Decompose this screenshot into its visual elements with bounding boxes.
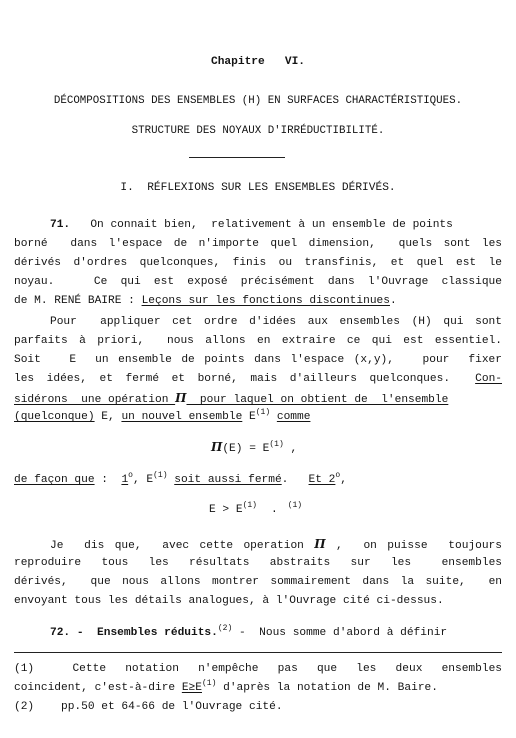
text: , [283,443,298,455]
underlined-text: pour laquel on obtient de l'ensemble [186,394,449,406]
underlined-text: un nouvel ensemble [121,411,243,423]
paragraph-number-72: 72. - [50,627,84,639]
text: E, [94,411,122,423]
paragraph-2-line-1: Pour appliquer cet ordre d'idées aux ensembles (H) qui sont [50,316,502,328]
text: Je dis que, avec cette operation [50,540,315,552]
text [270,411,277,423]
paragraph-3-line-4: envoyant tous les détails analogues, à l'Ouvrage cité ci-dessus. [14,595,444,607]
text: d'après la notation de M. Baire. [216,682,438,694]
footnote-1-line-1: (1) Cette notation n'empêche pas que les deux ensembles [14,663,502,675]
paragraph-2-line-4 [14,372,502,386]
paragraph-71-line-1 [50,218,453,232]
footnote-ref-1: (1) [287,501,303,510]
text: . [281,474,309,486]
paragraph-2-line-2: parfaits à priori, nous allons en extraire ce qui est essentiel. [14,335,502,347]
chapter-heading: Chapitre VI. [211,56,305,68]
operation-symbol: Π [314,537,326,551]
underlined-text: (quelconque) [14,411,95,423]
paragraph-71-line-4: noyau. Ce qui est exposé précisément dans l'Ouvrage classique [14,276,502,288]
text: E [242,411,256,423]
superscript: (1) [269,440,284,449]
title-separator [189,157,285,158]
superscript: o [128,471,133,480]
underlined-text: 1 [121,474,129,486]
superscript: (1) [242,501,257,510]
underlined-text: Con- [475,373,502,385]
section-heading: I. RÉFLEXIONS SUR LES ENSEMBLES DÉRIVÉS. [120,182,396,194]
paragraph-2-line-5 [14,391,448,407]
underlined-text: comme [276,411,311,423]
underlined-text: Et 2 [308,474,336,486]
paragraph-72-line-1 [50,626,447,640]
text: E > E [209,504,243,516]
text: coincident, c'est-à-dire [14,682,182,694]
superscript: (1) [202,679,217,688]
underlined-text: de façon que [14,474,95,486]
paragraph-number-71: 71. [50,219,71,231]
paragraph-3-line-1 [50,537,502,553]
text: de M. RENÉ BAIRE : [14,295,142,307]
formula-operation [211,440,297,456]
paragraph-3-line-3: dérivés, que nous allons montrer sommairement dans la suite, en [14,576,502,588]
footnote-separator [14,652,502,653]
paragraph-71-line-2: borné dans l'espace de n'importe quel dimension, quels sont les [14,238,502,250]
text: - Nous somme d'abord à définir [232,627,448,639]
book-title-underlined: Leçons sur les fonctions discontinues [141,295,390,307]
paragraph-3-line-2: reproduire tous les résultats abstraits sur les ensembles [14,557,502,569]
text: On connait bien, relativement à un ensemble de points [90,219,453,231]
underlined-text: soit aussi fermé [174,474,282,486]
paragraph-2-line-6 [14,410,310,424]
text: . [270,504,278,516]
conditions-line [14,473,347,487]
text: (E) = E [222,443,270,455]
underlined-text: E≥E [181,682,202,694]
title-line-1: DÉCOMPOSITIONS DES ENSEMBLES (H) EN SURFACES CHARACTÉRISTIQUES. [53,95,463,107]
inequality-formula [209,503,302,517]
footnote-ref-2: (2) [217,624,233,633]
underlined-text: sidérons une opération [14,394,176,406]
title-line-2: STRUCTURE DES NOYAUX D'IRRÉDUCTIBILITÉ. [131,125,385,137]
footnote-2: (2) pp.50 et 64-66 de l'Ouvrage cité. [14,701,283,713]
operation-symbol: Π [175,391,187,405]
paragraph-2-line-3: Soit E un ensemble de points dans l'espace (x,y), pour fixer [14,354,502,366]
text: les idées, et fermé et borné, mais d'ailleurs quelconques. [14,373,476,385]
operation-symbol: Π [211,440,223,454]
text: , E [132,474,154,486]
text: , [340,474,347,486]
text: , on puisse toujours [325,540,502,552]
paragraph-71-line-3: dérivés d'ordres quelconques, finis ou transfinis, et quel est le [14,257,502,269]
footnote-1-line-2 [14,681,438,695]
section-title-ensembles-reduits: Ensembles réduits. [97,627,218,639]
superscript: (1) [255,408,271,417]
superscript: (1) [153,471,168,480]
text: : [94,474,122,486]
superscript: o [335,471,341,480]
text: . [389,295,397,307]
paragraph-71-line-5 [14,294,397,308]
